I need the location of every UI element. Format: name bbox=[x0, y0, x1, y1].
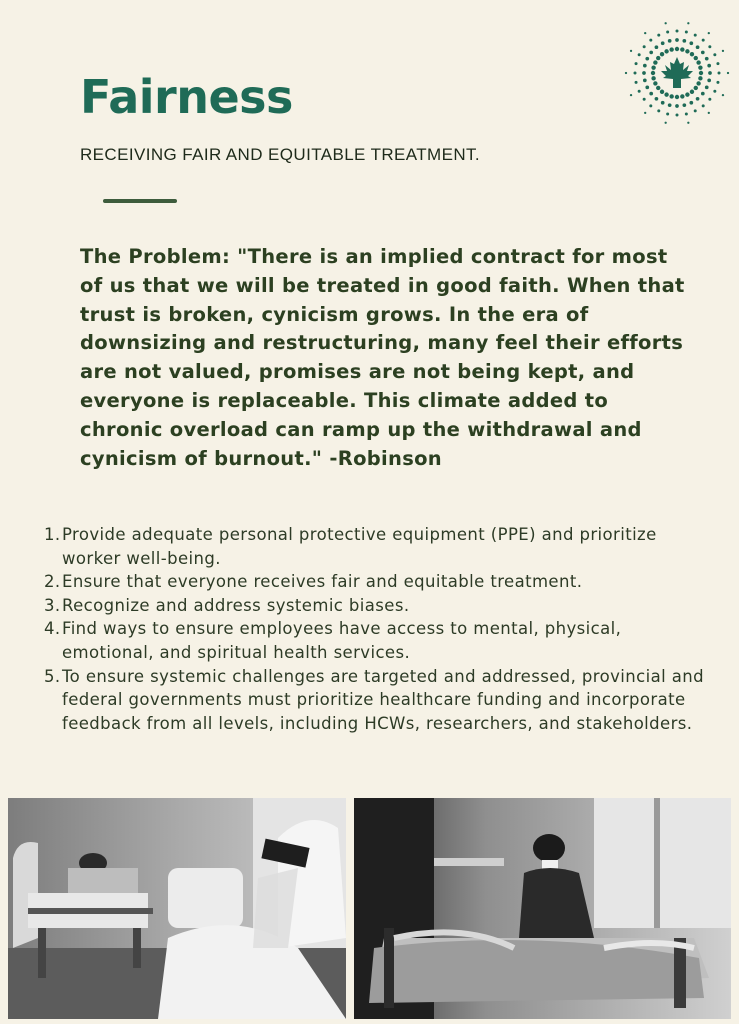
divider-line bbox=[103, 199, 177, 203]
problem-statement: The Problem: "There is an implied contract for most of us that we will be treated in good faith. When that trust is broken, cynicism grows. In the era of downsizing and restructuring, many feel their efforts are not valued, promises are not being kept, and everyone is replaceable. This climate added to chronic overload can ramp up the withdrawal and cynicism of burnout." -Robinson bbox=[80, 245, 685, 470]
list-item: 5. To ensure systemic challenges are targeted and addressed, provincial and federal governments must prioritize healthcare funding and incorporate feedback from all levels, including HCWs, researchers, and stakeholders. bbox=[44, 666, 704, 733]
list-item: 2. Ensure that everyone receives fair and equitable treatment. bbox=[44, 572, 583, 592]
photo-nurse-preparing-bed bbox=[354, 798, 731, 1019]
list-item: 4. Find ways to ensure employees have access to mental, physical, emotional, and spiritual health services. bbox=[44, 619, 622, 662]
list-item: 1. Provide adequate personal protective equipment (PPE) and prioritize worker well-being. bbox=[44, 525, 657, 568]
maple-leaf-sunburst-icon bbox=[616, 12, 738, 134]
photo-patient-bed-ppe bbox=[8, 798, 346, 1019]
page-title: Fairness bbox=[80, 70, 293, 124]
recommendations-list bbox=[44, 523, 704, 735]
list-item: 3. Recognize and address systemic biases. bbox=[44, 595, 410, 615]
page-subtitle: RECEIVING FAIR AND EQUITABLE TREATMENT. bbox=[80, 145, 481, 164]
